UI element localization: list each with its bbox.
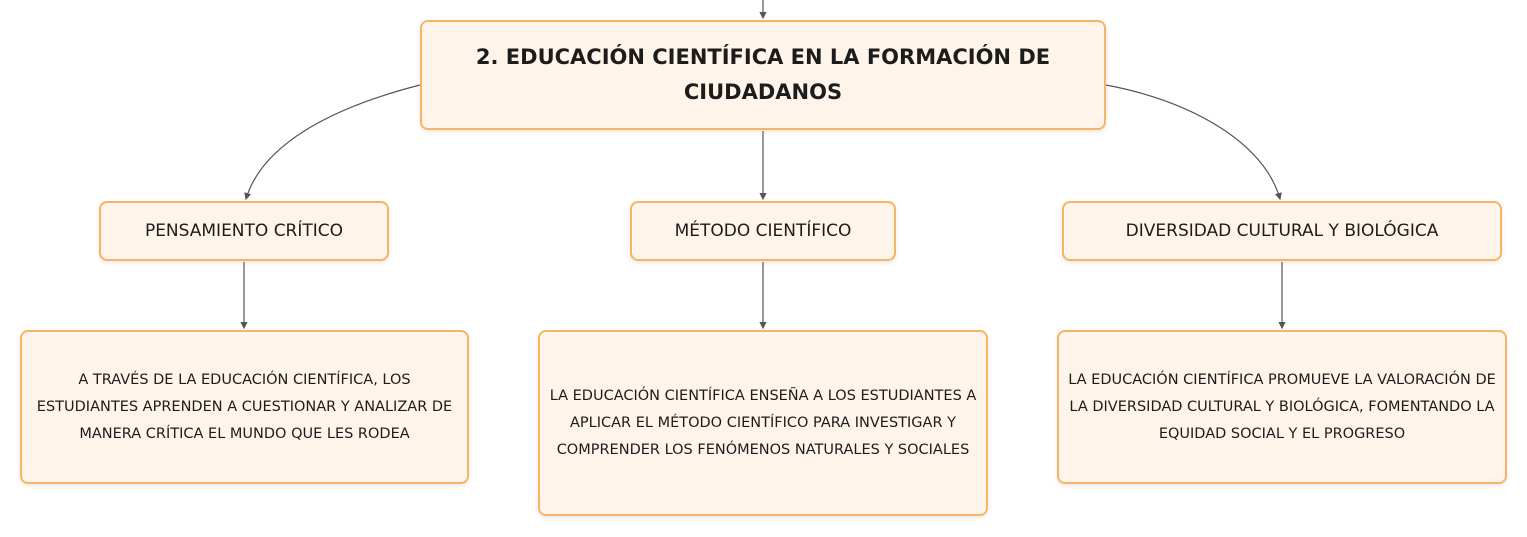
leaf-node-metodo-cientifico[interactable] xyxy=(538,330,988,516)
branch-node-pensamiento-critico[interactable] xyxy=(99,201,389,261)
leaf-node-text: LA EDUCACIÓN CIENTÍFICA ENSEÑA A LOS ESTUDIANTES A APLICAR EL MÉTODO CIENTÍFICO PARA INVESTIGAR Y COMPRENDER LOS FENÓMENOS NATURALES Y SOCIALES xyxy=(549,387,977,458)
branch-node-label: DIVERSIDAD CULTURAL Y BIOLÓGICA xyxy=(1125,221,1439,241)
branch-node-label: PENSAMIENTO CRÍTICO xyxy=(144,221,344,241)
leaf-node-pensamiento-critico[interactable] xyxy=(20,330,469,484)
root-node-title: 2. EDUCACIÓN CIENTÍFICA EN LA FORMACIÓN DE CIUDADANOS xyxy=(475,45,1051,104)
leaf-node-text: A TRAVÉS DE LA EDUCACIÓN CIENTÍFICA, LOS ESTUDIANTES APRENDEN A CUESTIONAR Y ANALIZAR DE MANERA CRÍTICA EL MUNDO QUE LES RODEA xyxy=(36,371,453,442)
branch-node-label: MÉTODO CIENTÍFICO xyxy=(674,221,852,241)
connector-root-to-branch-2 xyxy=(1106,85,1280,199)
branch-node-metodo-cientifico[interactable] xyxy=(630,201,896,261)
root-node[interactable] xyxy=(420,20,1106,130)
connector-root-to-branch-0 xyxy=(246,85,420,199)
branch-node-diversidad-cultural[interactable] xyxy=(1062,201,1502,261)
leaf-node-text: LA EDUCACIÓN CIENTÍFICA PROMUEVE LA VALORACIÓN DE LA DIVERSIDAD CULTURAL Y BIOLÓGICA, FOMENTANDO LA EQUIDAD SOCIAL Y EL PROGRESO xyxy=(1068,371,1496,442)
leaf-node-diversidad-cultural[interactable] xyxy=(1057,330,1507,484)
